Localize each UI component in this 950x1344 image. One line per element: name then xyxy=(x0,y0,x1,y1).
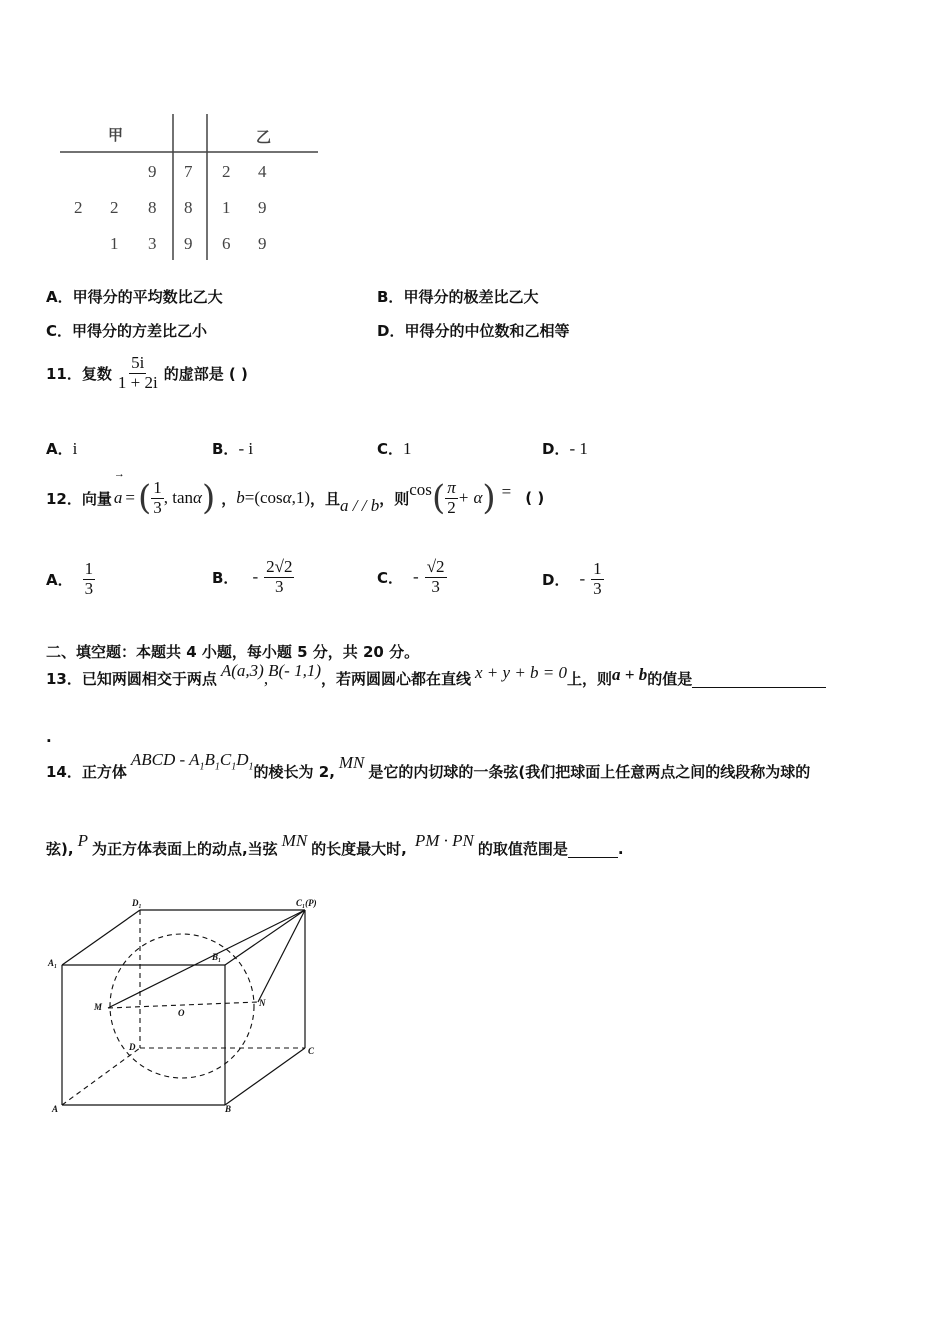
q10-option-c: C．甲得分的方差比乙小 xyxy=(46,322,208,340)
leaf-left: 3 xyxy=(148,234,157,253)
leaf-right: 9 xyxy=(258,198,267,217)
label-o: O xyxy=(178,1008,185,1018)
label-n: N xyxy=(259,998,266,1008)
leaf-left: 1 xyxy=(110,234,119,253)
header-jia: 甲 xyxy=(108,126,124,144)
leaf-right: 9 xyxy=(258,234,267,253)
label-b: B xyxy=(225,1104,232,1114)
vector-a: → a xyxy=(113,468,125,507)
stem: 8 xyxy=(184,198,193,217)
q12-option-d: D． - $\frac{1}{3}$ xyxy=(542,559,602,598)
q13-answer-blank[interactable] xyxy=(692,669,826,688)
q14-line1: 14． 正方体 ABCD - $A_1B_1C_1D_1$ 的棱长为 2, MN 是它的内切球的一条弦(我们把球面上任意两点之间的线段称为球的 xyxy=(46,750,811,781)
q11-stem: 11． 复数 $\frac{5i}{1 + 2i}$ 的虚部是 ( ) xyxy=(46,353,248,392)
leaf-right: 4 xyxy=(258,162,267,181)
label-d: D xyxy=(129,1042,136,1052)
frac-one-third: $\frac{1}{3}$ xyxy=(153,477,162,517)
q10-option-d: D．甲得分的中位数和乙相等 xyxy=(377,322,570,340)
leaf-right: 6 xyxy=(222,234,231,253)
q12-option-c: C． - $\frac{√2}{3}$ xyxy=(377,557,445,596)
q11-option-d: D．- 1 xyxy=(542,439,588,458)
q11-fraction: $\frac{5i}{1 + 2i}$ xyxy=(117,353,158,392)
q13-stem: 13． 已知两圆相交于两点 A(a,3) , B(- 1,1) ，若两圆圆心都在直线 x + y + b = 0 上，则 a + b 的值是 xyxy=(46,668,826,689)
label-a: A xyxy=(52,1104,59,1114)
header-yi: 乙 xyxy=(256,128,272,146)
stem-leaf-plot xyxy=(60,112,320,262)
cube-figure xyxy=(40,890,340,1120)
leaf-right: 1 xyxy=(222,198,231,217)
leaf-left: 2 xyxy=(110,198,119,217)
q12-stem: 12． 向量 → a = ( $\frac{1}{3}$ , tan α ) ， b =(cos α ,1) ，且 a / / b ，则 cos ( $\frac{\pi}{2}$ + α ) = ( ) xyxy=(46,468,545,518)
q12-option-b: B． - $\frac{2√2}{3}$ xyxy=(212,557,293,596)
q14-answer-blank[interactable] xyxy=(568,839,618,858)
label-m: M xyxy=(94,1002,103,1012)
q11-option-a: A．i xyxy=(46,439,78,458)
label-c1p: C₁(P) xyxy=(296,898,317,908)
cube-diagram xyxy=(40,890,340,1120)
q14-line2: 弦), P 为正方体表面上的动点,当弦 MN 的长度最大时, PM · PN 的取值范围是 . xyxy=(46,830,624,858)
stem: 9 xyxy=(184,234,193,253)
label-b1: B₁ xyxy=(212,952,222,962)
leaf-left: 2 xyxy=(74,198,83,217)
section-title: 二、填空题：本题共 4 小题，每小题 5 分，共 20 分。 xyxy=(46,643,420,661)
q11-option-b: B．- i xyxy=(212,439,254,458)
frac-pi-over-2: $\frac{\pi}{2}$ xyxy=(447,477,456,517)
label-d1: D₁ xyxy=(132,898,142,908)
q12-option-a: A． $\frac{1}{3}$ xyxy=(46,559,94,598)
label-a1: A₁ xyxy=(48,958,58,968)
q11-option-c: C．1 xyxy=(377,439,412,458)
q10-option-a: A．甲得分的平均数比乙大 xyxy=(46,288,223,306)
stem: 7 xyxy=(184,162,193,181)
label-c: C xyxy=(308,1046,315,1056)
leaf-left: 8 xyxy=(148,198,157,217)
q10-option-b: B．甲得分的极差比乙大 xyxy=(377,288,539,306)
q13-period: . xyxy=(46,728,52,746)
leaf-left: 9 xyxy=(148,162,157,181)
leaf-right: 2 xyxy=(222,162,231,181)
